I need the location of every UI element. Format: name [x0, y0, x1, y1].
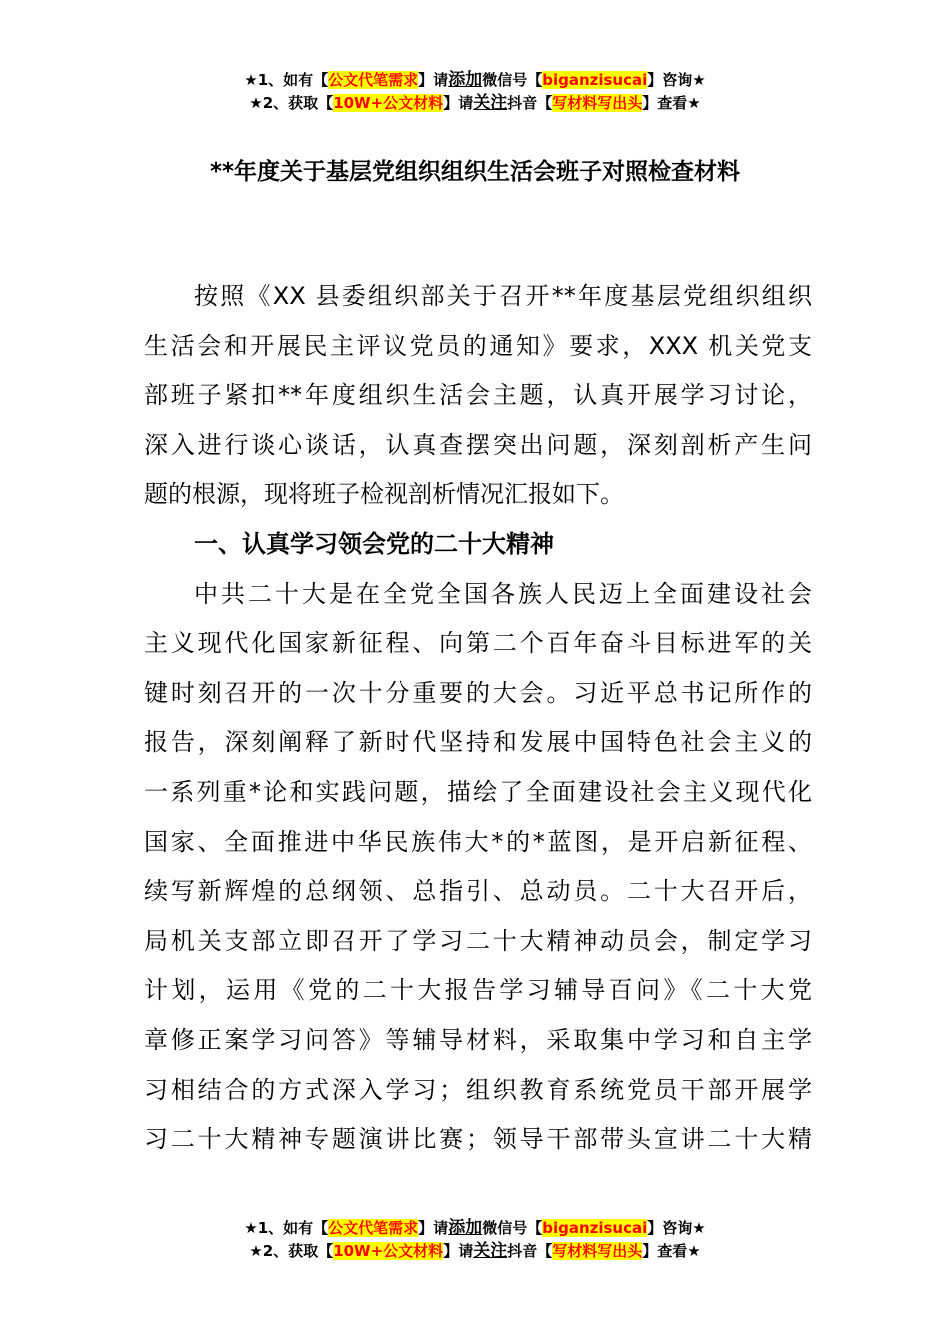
banner-highlight: 写材料写出头: [552, 94, 643, 112]
footer-banner: [0, 1217, 950, 1263]
banner-highlight: biganzisucai: [542, 1219, 648, 1237]
body-line: 计划，运用《党的二十大报告学习辅导百问》《二十大党: [144, 976, 812, 1005]
body-line: 中共二十大是在全党全国各族人民迈上全面建设社会: [194, 579, 812, 608]
banner-text: 】咨询★: [647, 1219, 706, 1237]
document-body: [144, 272, 812, 1165]
banner-highlight: 公文代笔需求: [328, 1219, 419, 1237]
body-line: 主义现代化国家新征程、向第二个百年奋斗目标进军的关: [144, 629, 812, 658]
banner-text: ★2、获取【: [249, 94, 334, 112]
banner-text: 】咨询★: [647, 71, 706, 89]
banner-text: 】查看★: [642, 1242, 701, 1260]
banner-line-1: [0, 69, 950, 92]
banner-line-1: [0, 1217, 950, 1240]
body-line: 习相结合的方式深入学习；组织教育系统党员干部开展学: [144, 1075, 812, 1104]
banner-highlight: 10W+公文材料: [333, 1242, 444, 1260]
body-line: 习二十大精神专题演讲比赛；领导干部带头宣讲二十大精: [144, 1125, 812, 1154]
banner-underlined: 添加: [448, 1218, 483, 1238]
banner-text: 微信号【: [482, 71, 543, 89]
banner-underlined: 关注: [473, 1241, 508, 1261]
banner-text: 微信号【: [482, 1219, 543, 1237]
body-line: 生活会和开展民主评议党员的通知》要求，XXX 机关党支: [144, 331, 812, 360]
body-line: 键时刻召开的一次十分重要的大会。习近平总书记所作的: [144, 678, 812, 707]
banner-text: 】查看★: [642, 94, 701, 112]
body-line: 国家、全面推进中华民族伟大*的*蓝图，是开启新征程、: [144, 827, 812, 856]
section-heading: 一、认真学习领会党的二十大精神: [194, 529, 554, 558]
banner-text: ★2、获取【: [249, 1242, 334, 1260]
banner-text: ★1、如有【: [244, 71, 329, 89]
banner-underlined: 添加: [448, 70, 483, 90]
body-line: 局机关支部立即召开了学习二十大精神动员会，制定学习: [144, 926, 812, 955]
body-line: 按照《XX 县委组织部关于召开**年度基层党组织组织: [194, 282, 812, 310]
banner-highlight: biganzisucai: [542, 71, 648, 89]
header-banner: [0, 69, 950, 115]
banner-text: 抖音【: [507, 1242, 553, 1260]
body-line: 续写新辉煌的总纲领、总指引、总动员。二十大召开后，: [144, 877, 812, 906]
banner-line-2: [0, 1240, 950, 1263]
banner-underlined: 关注: [473, 93, 508, 113]
banner-highlight: 10W+公文材料: [333, 94, 444, 112]
banner-text: 抖音【: [507, 94, 553, 112]
banner-text: 】请: [443, 1242, 474, 1260]
body-line: 深入进行谈心谈话，认真查摆突出问题，深刻剖析产生问: [144, 430, 812, 459]
body-line: 题的根源，现将班子检视剖析情况汇报如下。: [144, 480, 624, 509]
banner-line-2: [0, 92, 950, 115]
body-line: 章修正案学习问答》等辅导材料，采取集中学习和自主学: [144, 1025, 812, 1054]
banner-text: 】请: [418, 71, 449, 89]
banner-text: 】请: [418, 1219, 449, 1237]
banner-highlight: 公文代笔需求: [328, 71, 419, 89]
banner-text: 】请: [443, 94, 474, 112]
body-line: 报告，深刻阐释了新时代坚持和发展中国特色社会主义的: [144, 728, 812, 757]
banner-text: ★1、如有【: [244, 1219, 329, 1237]
body-line: 部班子紧扣**年度组织生活会主题，认真开展学习讨论，: [144, 381, 812, 410]
document-title: **年度关于基层党组织组织生活会班子对照检查材料: [209, 159, 741, 185]
body-line: 一系列重*论和实践问题，描绘了全面建设社会主义现代化: [144, 777, 812, 806]
banner-highlight: 写材料写出头: [552, 1242, 643, 1260]
